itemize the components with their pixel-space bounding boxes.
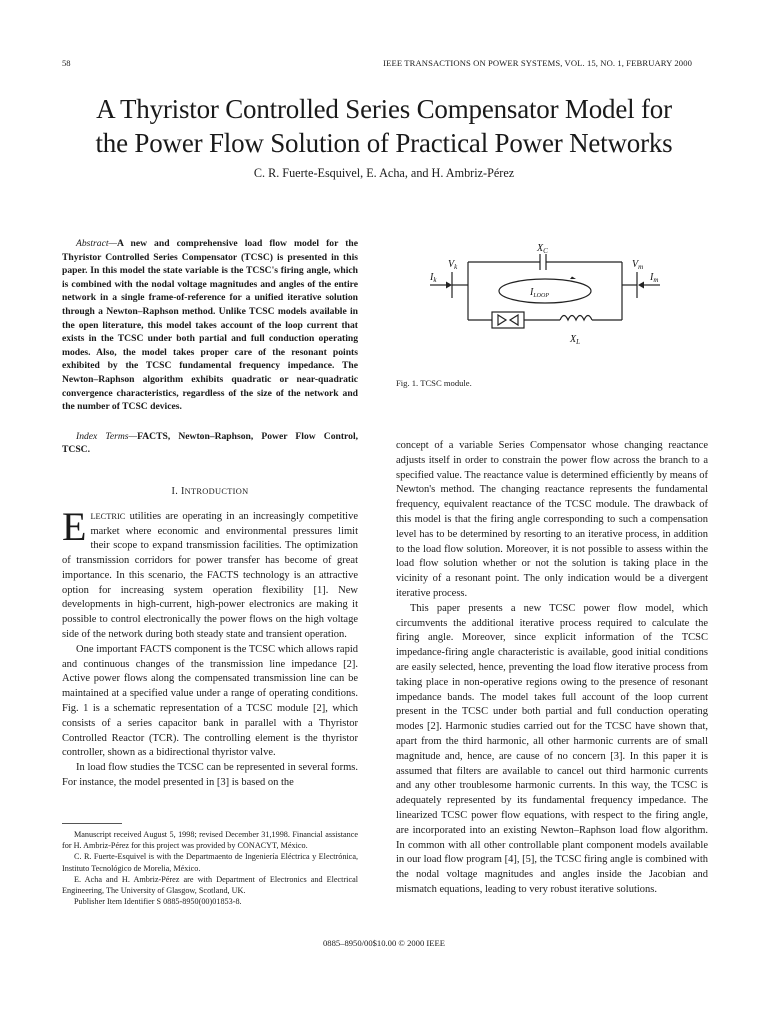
running-header [62,58,692,72]
section-title-first: I [180,485,185,497]
ik-label: $I_k$ [430,272,437,284]
im-label: $I_m$ [650,272,659,284]
thyristor-valve [492,312,524,328]
intro-paragraph-2: One important FACTS component is the TCSC which allows rapid and continuous changes of the transmission line impedance [2]. Active power flows along the compensated transmission line can be maintained at a specified value under a range of operating conditions. Fig. 1 is a schematic representation of a TCSC module [2], which consists of a series capacitor bank in parallel with a Thyristor Controlled Reactor (TCR). The controlling element is the thyristor controller, shown as a bidirectional thyristor valve. [62,643,358,759]
intro-paragraph-1 [62,503,358,643]
index-terms [62,430,358,457]
footnote-2: C. R. Fuerte-Esquivel is with the Departmaento de Ingeniería Eléctrica y Electrónica, Instituto Tecnológico de Morelia, México. [62,852,358,873]
vm-label: $V_m$ [632,259,644,271]
abstract-text: A new and comprehensive load flow model for the Thyristor Controlled Series Compensator (TCSC) is presented in this paper. In this model the state variable is the TCSC's firing angle, which is combined with the nodal voltage magnitudes and angles of the entire network in a single frame-of-reference for a unified iterative solution through a Newton–Raphson method. Unlike TCSC models available in the open literature, this model takes account of the loop current that exists in the TCSC under both partial and full conduction operating modes. Also, the model takes proper care of the resonant points exhibited by the TCSC fundamental frequency impedance. The Newton–Raphson algorithm exhibits quadratic or near-quadratic convergence characteristics, regardless of the size of the network and the number of TCSC devices. [62,238,358,413]
index-terms-text: FACTS, Newton–Raphson, Power Flow Control, TCSC. [62,430,359,456]
journal-header: IEEE TRANSACTIONS ON POWER SYSTEMS, VOL. 15, NO. 1, FEBRUARY 2000 [383,58,692,68]
intro-paragraph-1-text: utilities are operating in an increasingly competitive market where economic and environmental pressures limit their scope to expand transmission facilities. The optimization of transmission corridors for power transfer has become of great importance. In this scenario, the FACTS technology is an attractive option for increasing system operation flexibility [1]. New developments in high-current, high-power electronics are making it possible to control electronically the power flows on the high voltage side of the network during both steady state and transient operation. [62,510,358,641]
xc-label: $X_C$ [537,243,548,255]
intro-paragraph-3: In load flow studies the TCSC can be represented in several forms. For instance, the model presented in [3] is based on the [62,762,358,789]
drop-cap: E [62,503,87,549]
section-numeral: I. [171,485,179,497]
tcsc-circuit-diagram [410,242,700,362]
footnote-4: Publisher Item Identifier S 0885-8950(00)01853-8. [74,897,242,907]
figure-caption: Fig. 1. TCSC module. [396,378,472,388]
loop-current-ellipse [499,279,591,303]
copyright-footer: 0885–8950/00$10.00 © 2000 IEEE [322,938,446,948]
vk-label: $V_k$ [448,259,458,271]
abstract [62,237,358,414]
intro-first-word: LECTRIC [90,511,126,521]
footnotes [62,829,358,907]
section-title-rest: NTRODUCTION [184,486,249,496]
authors: C. R. Fuerte-Esquivel, E. Acha, and H. Ambriz-Pérez [253,166,515,180]
reactor-coil [560,316,592,321]
tcsc-module-figure [410,242,700,362]
section-heading [62,485,358,500]
iloop-label: $I_{LOOP}$ [530,287,550,299]
page-number: 58 [62,58,71,68]
paper-title [40,92,728,160]
left-column [62,237,358,791]
abstract-label: Abstract— [76,238,118,249]
title-line-2: the Power Flow Solution of Practical Power Networks [95,128,673,158]
footnote-1: Manuscript received August 5, 1998; revised December 31,1998. Financial assistance for H. Ambriz-Pérez for this project was provided by CONACYT, México. [62,830,358,851]
right-paragraph-2: This paper presents a new TCSC power flow model, which circumvents the additional iterative process required to calculate the firing angle. Moreover, since explicit information of the TCSC impedance-firing angle characteristic is available, good initial conditions are easily selected, hence, preventing the load flow iterative process from taking place in non-operative regions owing to the presence of resonant impedance bands. The model takes full account of the loop current present in the TCSC under both partial and full conduction operating modes [2]. Harmonic studies carried out for the TCSC have shown that, apart from the third harmonic, all other harmonic currents are of small magnitude and, hence, are cause of no concern [3]. In this paper it is assumed that filters are available to cancel out third harmonic currents and any other troublesome harmonic currents. In this way, the TCSC is adequately represented by its fundamental frequency impedance. The linearized TCSC power flow equations, with respect to the firing angle, are incorporated into an existing Newton–Raphson load flow algorithm. In common with all other controllable plant component models available in our load flow program [4], [5], the TCSC firing angle is combined with the nodal voltage magnitudes and angles inside the Jacobian and mismatch equations, leading to very robust iterative solutions. [396,602,708,895]
thyristor-reverse [510,315,518,325]
title-line-1: A Thyristor Controlled Series Compensator Model for [96,94,672,124]
thyristor-forward [498,315,506,325]
xl-label: $X_L$ [570,334,581,346]
index-terms-label: Index Terms— [76,430,138,442]
footnote-divider [62,823,122,824]
footnote-3: E. Acha and H. Ambriz-Pérez are with Department of Electronics and Electrical Engineering, The University of Glasgow, Scotland, UK. [62,874,358,896]
right-column [396,439,708,898]
right-paragraph-1: concept of a variable Series Compensator whose changing reactance adjusts itself in order to constrain the power flow across the branch to a specified value. The reactance value is determined efficiently by means of Newton's method. The changing reactance represents the fundamental frequency, equivalent reactance of the TCSC module. The drawback of this model is that the firing angle corresponding to such a compensation level has to be determined by resorting to an iterative process, in addition to the load flow solution. Moreover, it is not possible to assess within the load flow solution whether or not the solution is taking place in the vicinity of a resonant point. The only indication would be a divergent iterative process. [396,440,708,599]
